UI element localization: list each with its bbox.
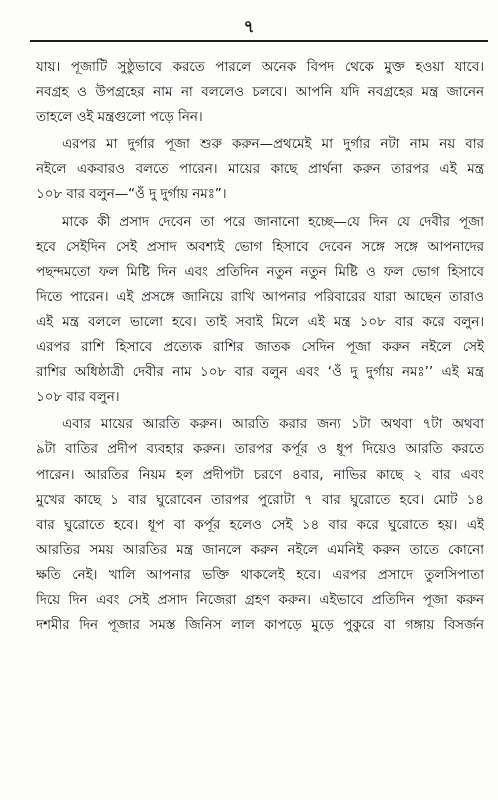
text-line: এবার মায়ের আরতি করুন। আরতি করার জন্য ১টা অথবা ৭টা অথবা: [62, 417, 484, 433]
header-rule: [30, 40, 488, 42]
text-line: তাহলে ওই মন্ত্রগুলো পড়ে নিন।: [36, 110, 203, 126]
text-line: নবগ্রহ ও উপগ্রহের নাম না বললেও চলবে। আপনি যদি নবগ্রহের মন্ত্র জানেন: [36, 85, 484, 101]
text-line: মুখের কাছে ১ বার ঘুরোবেন তারপর পুরোটা ৭ বার ঘুরোতে হবে। মোট ১৪: [36, 492, 484, 508]
text-line: হবে সেইদিন সেই প্রসাদ অবশ্যই ভোগ হিসাবে দেবেন সঙ্গে সঙ্গে আপনাদের: [36, 239, 484, 255]
text-line: যায়। পূজাটি সুষ্ঠুভাবে করতে পারলে অনেক বিপদ থেকে মুক্ত হওয়া যাবে।: [36, 60, 484, 75]
text-line: ক্ষতি নেই। খালি আপনার ভক্তি থাকলেই হবে। এরপর প্রসাদে তুলসিপাতা: [36, 567, 484, 583]
paragraph-durga-puja: [36, 132, 484, 207]
text-line: এরপর রাশি হিসাবে প্রত্যেক রাশির জাতক সেদিন পূজা করুন নইলে সেই: [36, 340, 484, 356]
text-line: এরপর মা দুর্গার পূজা শুরু করুন—প্রথমেই মা দুর্গার নটা নাম নয় বার: [62, 137, 484, 153]
page-number: ৭: [243, 17, 255, 37]
text-line: দিতে পারেন। এই প্রসঙ্গে জানিয়ে রাখি আপনার পরিবারের যারা আছেন তারাও: [36, 289, 484, 305]
text-line: মাকে কী প্রসাদ দেবেন তা পরে জানানো হচ্ছে—যে দিন যে দেবীর পূজা: [62, 214, 484, 230]
text-line: ১০৮ বার বলুন—“ওঁ দু দুর্গায় নমঃ”।: [36, 187, 227, 203]
text-line: বার ঘুরোতে হবে। ধূপ বা কর্পূর হলেও সেই ১৪ বার করে ঘুরোতে হয়। এই: [36, 517, 484, 533]
paragraph-aarti: [36, 412, 484, 638]
text-line: পারেন। আরতির নিয়ম হল প্রদীপটা চরণে ৪বার, নাভির কাছে ২ বার এবং: [36, 467, 484, 483]
text-line: দিয়ে দিন এবং সেই প্রসাদ নিজেরা গ্রহণ করুন। এইভাবে প্রতিদিন পূজা করুন: [36, 592, 484, 608]
text-line: দশমীর দিন পূজার সমস্ত জিনিস লাল কাপড়ে মুড়ে পুকুরে বা গঙ্গায় বিসর্জন: [36, 618, 484, 634]
text-line: ১০৮ বার বলুন।: [36, 390, 120, 406]
text-line: ৯টা বাতির প্রদীপ ব্যবহার করুন। তারপর কর্পূর ও ধূপ দিয়েও আরতি করতে: [36, 442, 484, 458]
text-line: এই মন্ত্র বললে ভালো হবে। তাই সবাই মিলে এই মন্ত্র ১০৮ বার করে বলুন।: [36, 314, 484, 330]
text-line: আরতির সময় আরতির মন্ত্র জানলে করুন নইলে এমনিই করুন তাতে কোনো: [36, 542, 484, 558]
paragraph-continuation: [36, 55, 484, 130]
text-line: রাশির অধিষ্ঠাত্রী দেবীর নাম ১০৮ বার বলুন এবং ‘ওঁ দু দুর্গায় নমঃ’’ এই মন্ত্র: [36, 365, 484, 381]
text-line: পছন্দমতো ফল মিষ্টি দিন এবং প্রতিদিন নতুন নতুন মিষ্টি ও ফল ভোগ হিসাবে: [36, 264, 484, 280]
text-line: নইলে একবারও বলতে পারেন। মায়ের কাছে প্রার্থনা করুন তারপর এই মন্ত্র: [36, 162, 484, 178]
body-text: [36, 55, 484, 638]
paragraph-prasad: [36, 210, 484, 411]
